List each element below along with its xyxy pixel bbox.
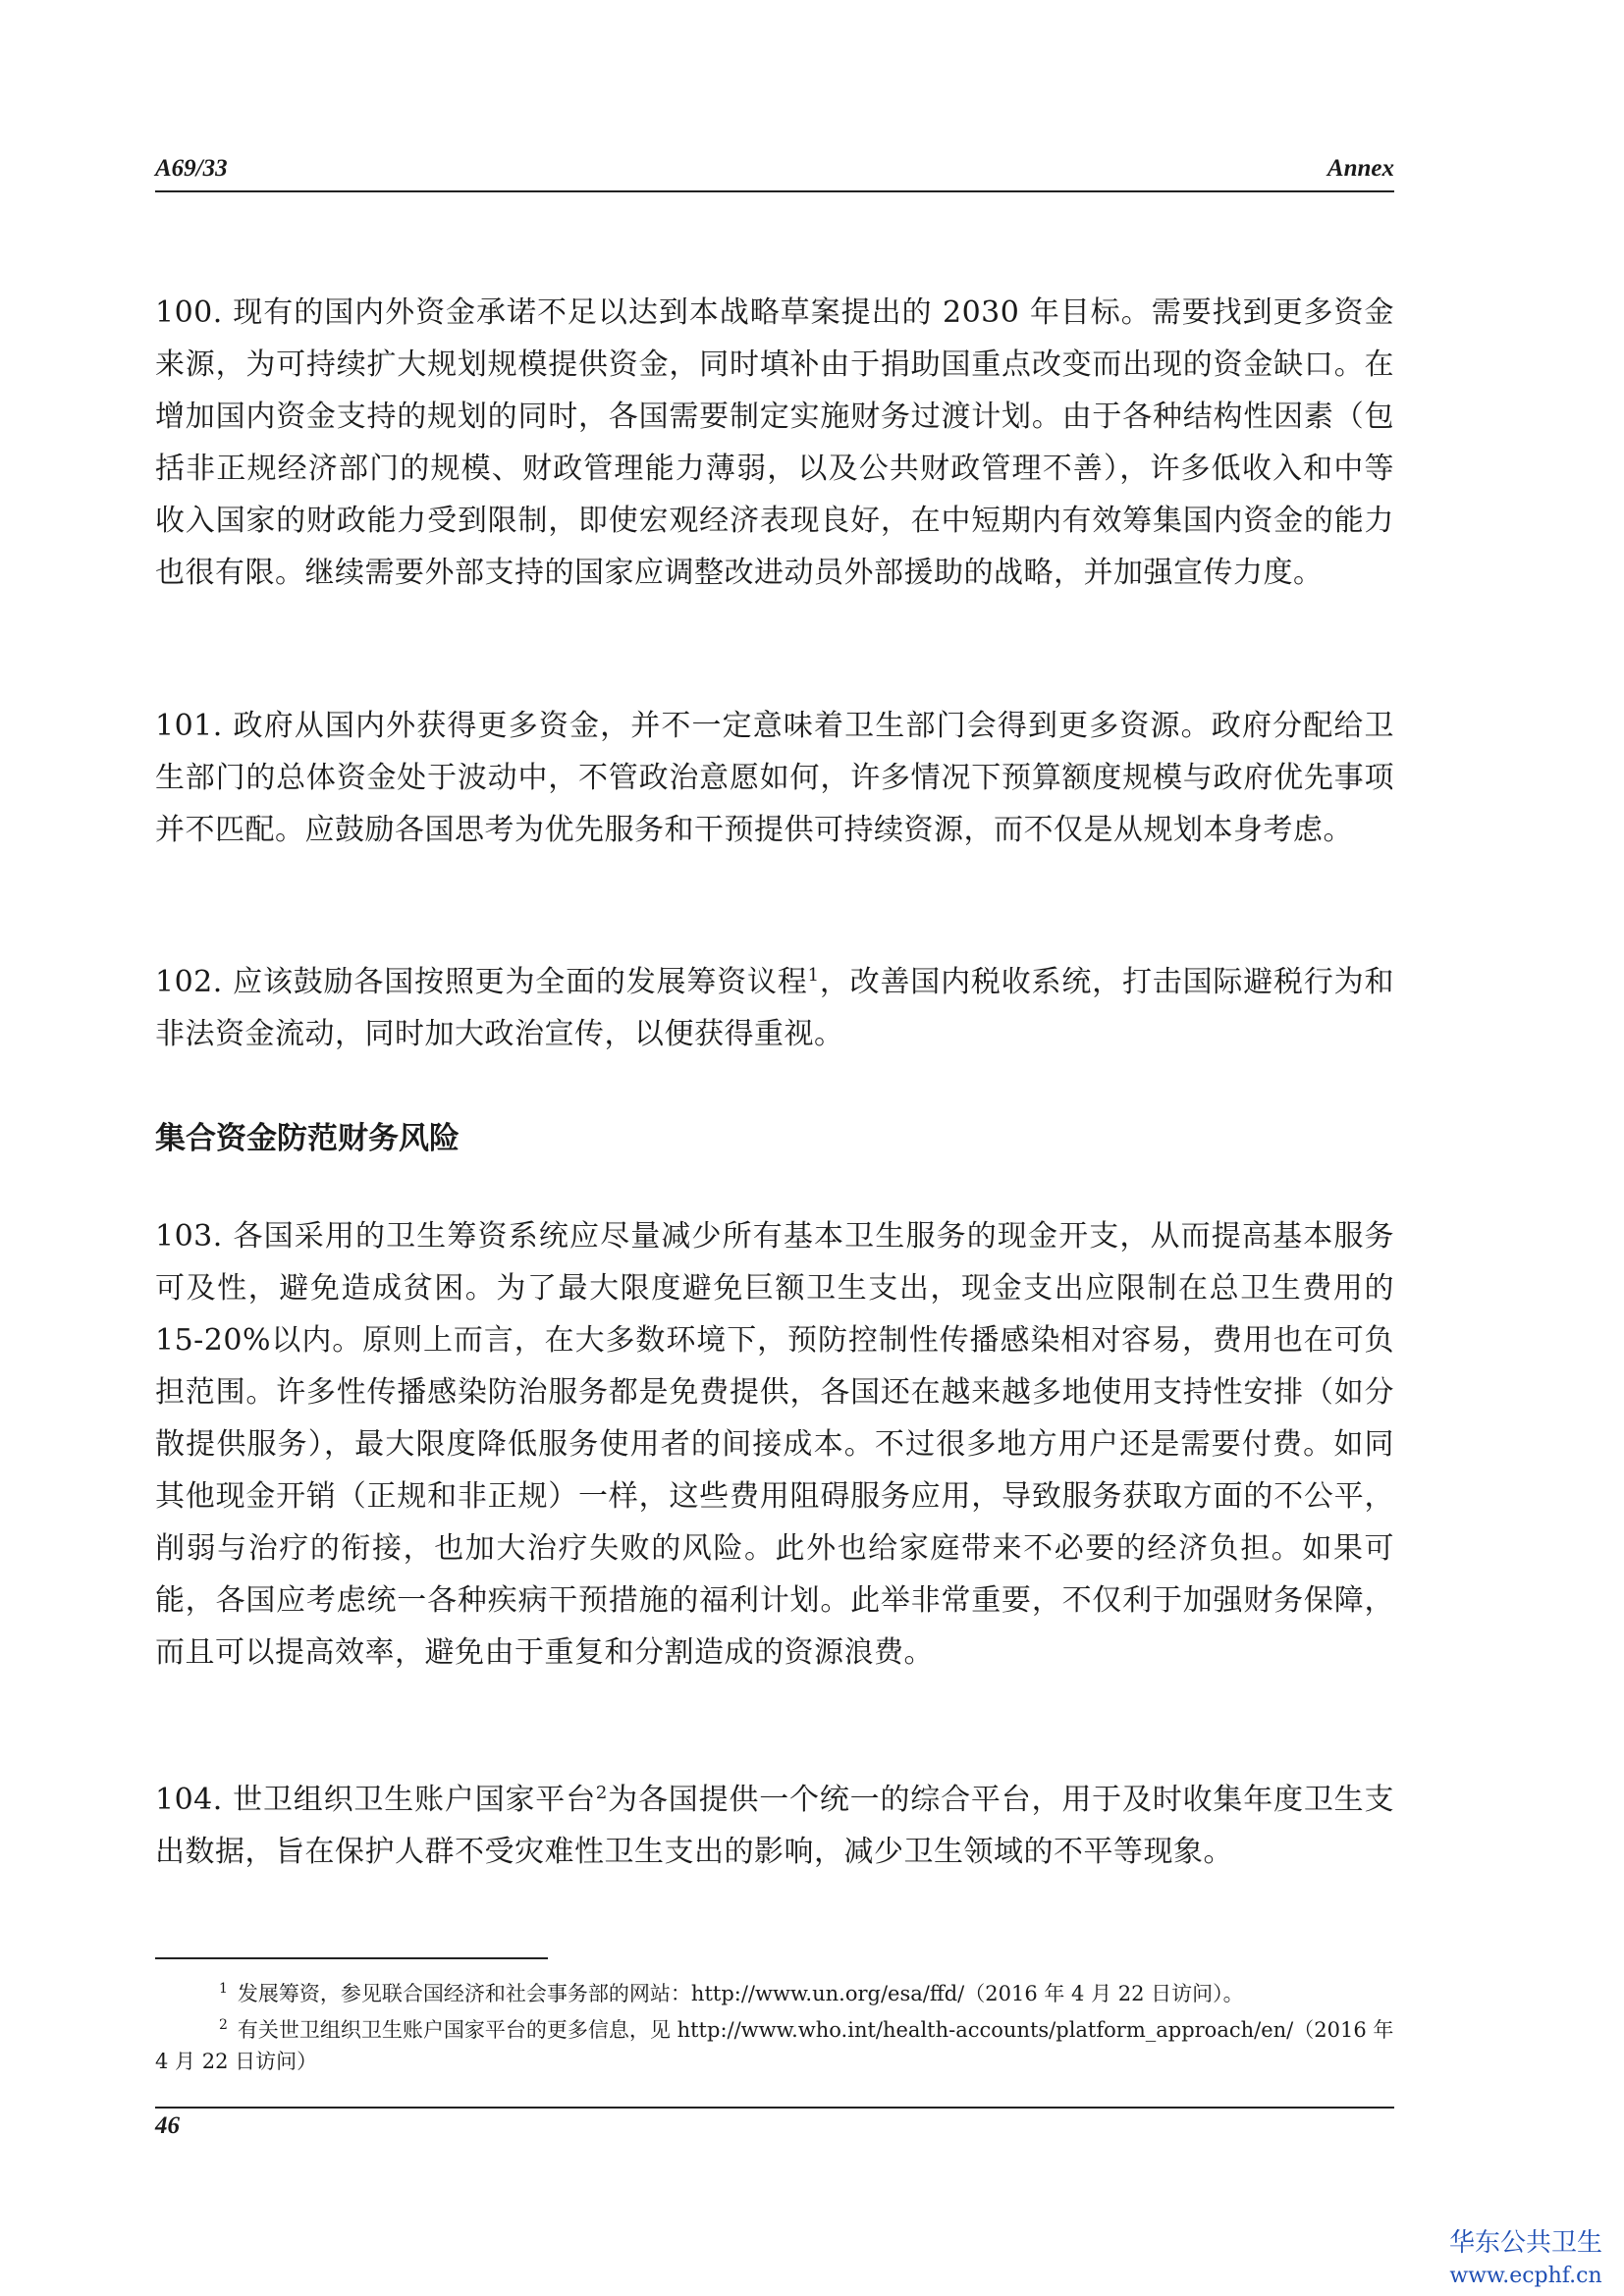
footnote-1: [155, 1973, 1394, 2009]
footnote-text: 发展筹资，参见联合国经济和社会事务部的网站：http://www.un.org/esa/ffd/（2016 年 4 月 22 日访问）。: [237, 1982, 1244, 2005]
footnote-2: [155, 2009, 1394, 2077]
paragraph-103: 103. 各国采用的卫生筹资系统应尽量减少所有基本卫生服务的现金开支，从而提高基本服务可及性，避免造成贫困。为了最大限度避免巨额卫生支出，现金支出应限制在总卫生费用的 15-20%以内。原则上而言，在大多数环境下，预防控制性传播感染相对容易，费用也在可负担范围。许多性传播感染防治服务都是免费提供，各国还在越来越多地使用支持性安排（如分散提供服务），最大限度降低服务使用者的间接成本。不过很多地方用户还是需要付费。如同其他现金开销（正规和非正规）一样，这些费用阻碍服务应用，导致服务获取方面的不公平，削弱与治疗的衔接，也加大治疗失败的风险。此外也给家庭带来不必要的经济负担。如果可能，各国应考虑统一各种疾病干预措施的福利计划。此举非常重要，不仅利于加强财务保障，而且可以提高效率，避免由于重复和分割造成的资源浪费。: [155, 1219, 1394, 1670]
paragraph-102: [155, 956, 1394, 1060]
running-header: [155, 151, 1394, 192]
paragraph-102-text-start: 102. 应该鼓励各国按照更为全面的发展筹资议程: [155, 965, 808, 999]
section-label: Annex: [1326, 155, 1394, 182]
footnote-ref-1[interactable]: 1: [807, 965, 820, 986]
paragraph-101: 101. 政府从国内外获得更多资金，并不一定意味着卫生部门会得到更多资源。政府分配给卫生部门的总体资金处于波动中，不管政治意愿如何，许多情况下预算额度规模与政府优先事项并不匹配。应鼓励各国思考为优先服务和干预提供可持续资源，而不仅是从规划本身考虑。: [155, 709, 1394, 847]
paragraph-100: 100. 现有的国内外资金承诺不足以达到本战略草案提出的 2030 年目标。需要找到更多资金来源，为可持续扩大规划规模提供资金，同时填补由于捐助国重点改变而出现的资金缺口。在增加国内资金支持的规划的同时，各国需要制定实施财务过渡计划。由于各种结构性因素（包括非正规经济部门的规模、财政管理能力薄弱，以及公共财政管理不善），许多低收入和中等收入国家的财政能力受到限制，即使宏观经济表现良好，在中短期内有效筹集国内资金的能力也很有限。继续需要外部支持的国家应调整改进动员外部援助的战略，并加强宣传力度。: [155, 295, 1394, 590]
watermark: [1428, 2226, 1624, 2293]
page-footer: [155, 2107, 1394, 2139]
page-number: 46: [155, 2112, 180, 2139]
watermark-name: 华东公共卫生: [1448, 2228, 1602, 2258]
paragraph-104-text-end: 为各国提供一个统一的综合平台，用于及时收集年度卫生支出数据，旨在保护人群不受灾难性卫生支出的影响，减少卫生领域的不平等现象。: [155, 1783, 1394, 1869]
footnote-number: 2: [219, 2017, 228, 2033]
footnote-divider: [155, 1957, 548, 1959]
footnote-text: 有关世卫组织卫生账户国家平台的更多信息，见 http://www.who.int/health-accounts/platform_approach/en/（2016 年 4 月 22 日访问）: [155, 2018, 1394, 2073]
section-heading: 集合资金防范财务风险: [155, 1121, 460, 1156]
footnote-number: 1: [219, 1981, 228, 1997]
document-code: A69/33: [155, 155, 228, 182]
paragraph-102-text-end: ，改善国内税收系统，打击国际避税行为和非法资金流动，同时加大政治宣传，以便获得重视。: [155, 965, 1394, 1051]
footnote-ref-2[interactable]: 2: [595, 1783, 608, 1803]
paragraph-104: [155, 1774, 1394, 1878]
paragraph-104-text-start: 104. 世卫组织卫生账户国家平台: [155, 1783, 596, 1817]
footnotes: [155, 1973, 1394, 2077]
watermark-url[interactable]: www.ecphf.cn: [1449, 2264, 1602, 2288]
